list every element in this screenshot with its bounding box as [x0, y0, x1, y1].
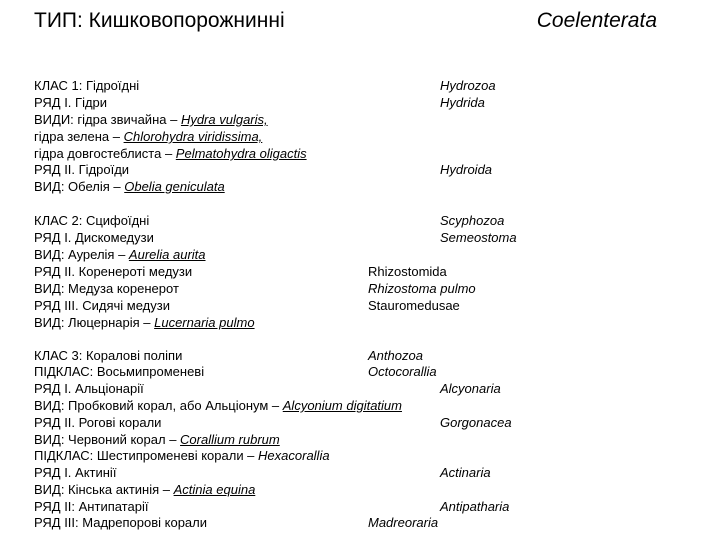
species-line	[34, 178, 225, 195]
order-2-2-latin: Rhizostomida	[368, 264, 447, 279]
order-1-2-label: РЯД II. Гідроїди	[34, 162, 130, 177]
species-label: ВИД: Люцернарія –	[34, 315, 155, 330]
species-line	[34, 431, 280, 448]
species-2-2-latin: Rhizostoma pulmo	[368, 281, 476, 296]
species-label: ВИД: Пробковий корал, або Альціонум –	[34, 398, 283, 413]
order-1-2-latin: Hydroida	[440, 162, 493, 177]
species-line	[34, 246, 206, 263]
species-label: ВИД: Червоний корал –	[34, 432, 181, 447]
species-name: Alcyonium digitatium	[282, 398, 402, 413]
class-1-label: КЛАС 1: Гідроїдні	[34, 78, 140, 93]
order-2-3-latin: Stauromedusae	[368, 298, 460, 313]
order-3-4-latin: Antipatharia	[440, 499, 510, 514]
order-3-3-latin: Actinaria	[440, 465, 491, 480]
class-2-label: КЛАС 2: Сцифоїдні	[34, 213, 150, 228]
species-2-2-label: ВИД: Медуза коренерот	[34, 281, 179, 296]
class-2-latin: Scyphozoa	[440, 213, 505, 228]
subclass-1-label: ПІДКЛАС: Восьмипроменеві	[34, 364, 205, 379]
order-1-1-label: РЯД I. Гідри	[34, 95, 108, 110]
order-3-1-latin: Alcyonaria	[440, 381, 501, 396]
class-1-latin: Hydrozoa	[440, 78, 496, 93]
species-label: ВИД: Обелія –	[34, 179, 125, 194]
subclass-2-line	[34, 447, 330, 464]
page-title-latin: Coelenterata	[536, 9, 657, 32]
species-line	[34, 128, 262, 145]
order-3-5-label: РЯД III: Мадрепорові корали	[34, 515, 208, 530]
order-2-3-label: РЯД III. Сидячі медузи	[34, 298, 170, 313]
species-line	[34, 481, 255, 498]
order-2-2-label: РЯД II. Коренероті медузи	[34, 264, 193, 279]
order-1-1-latin: Hydrida	[440, 95, 485, 110]
species-label: ВИД: Кінська актинія –	[34, 482, 174, 497]
species-name: Hydra vulgaris,	[180, 112, 268, 127]
class-3-latin: Anthozoa	[368, 348, 423, 363]
species-name: Aurelia aurita	[128, 247, 206, 262]
species-label: ВИД: Аурелія –	[34, 247, 129, 262]
species-name: Lucernaria pulmo	[154, 315, 255, 330]
species-name: Corallium rubrum	[180, 432, 280, 447]
species-line	[34, 145, 307, 162]
order-2-1-label: РЯД I. Дискомедузи	[34, 230, 154, 245]
order-3-2-label: РЯД II. Рогові корали	[34, 415, 162, 430]
species-label: гідра зелена –	[34, 129, 124, 144]
species-name: Pelmatohydra oligactis	[175, 146, 307, 161]
species-line	[34, 314, 255, 331]
species-label: гідра довгостеблиста –	[34, 146, 176, 161]
species-label: ВИДИ: гідра звичайна –	[34, 112, 181, 127]
order-3-1-label: РЯД I. Альціонарії	[34, 381, 144, 396]
order-2-1-latin: Semeostoma	[440, 230, 517, 245]
subclass-1-latin: Octocorallia	[368, 364, 437, 379]
order-3-2-latin: Gorgonacea	[440, 415, 512, 430]
species-name: Obelia geniculata	[124, 179, 225, 194]
species-name: Chlorohydra viridissima,	[123, 129, 263, 144]
order-3-3-label: РЯД I. Актинії	[34, 465, 117, 480]
class-3-label: КЛАС 3: Коралові поліпи	[34, 348, 183, 363]
subclass-2-label: ПІДКЛАС: Шестипроменеві корали –	[34, 448, 259, 463]
species-line	[34, 111, 268, 128]
order-3-5-latin: Madreoraria	[368, 515, 439, 530]
page-title: ТИП: Кишковопорожнинні	[34, 9, 285, 32]
order-3-4-label: РЯД II: Антипатарії	[34, 499, 149, 514]
species-name: Actinia equina	[173, 482, 256, 497]
subclass-2-latin: Hexacorallia	[258, 448, 330, 463]
species-line	[34, 397, 402, 414]
